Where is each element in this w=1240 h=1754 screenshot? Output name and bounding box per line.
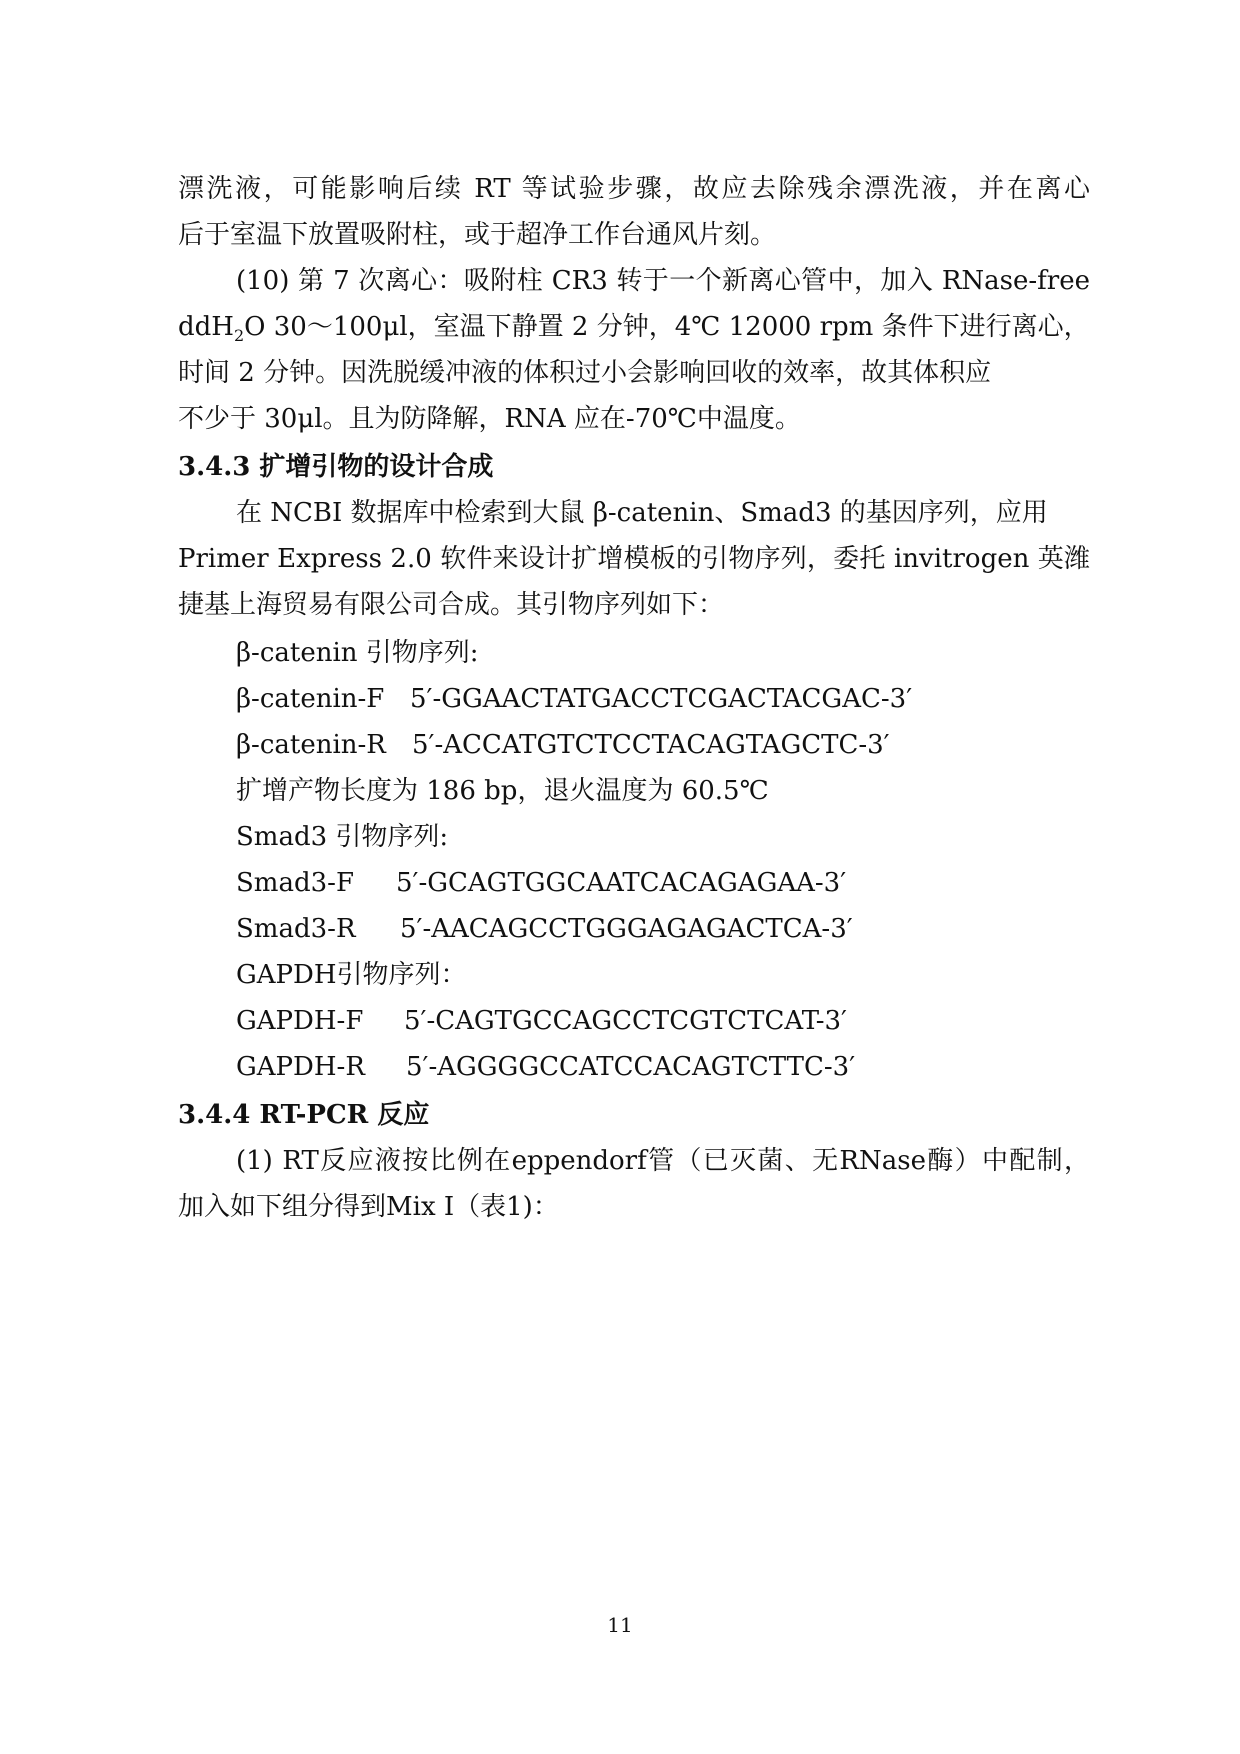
paragraph-line: 加入如下组分得到Mix I（表1)：: [178, 1192, 559, 1222]
primer-sequence-gapdh-f: 5′-CAGTGCCAGCCTCGTCTCAT-3′: [404, 1006, 847, 1036]
paragraph-line: 捷基上海贸易有限公司合成。其引物序列如下：: [178, 590, 725, 620]
primer-name-gapdh-r: GAPDH-R: [236, 1052, 365, 1082]
formula-ddh: ddH: [178, 312, 234, 342]
primer-sequence-beta-catenin-f: 5′-GGAACTATGACCTCGACTACGAC-3′: [410, 684, 913, 714]
section-heading-3-4-4: 3.4.4 RT-PCR 反应: [178, 1100, 430, 1130]
primer-sequence-beta-catenin-r: 5′-ACCATGTCTCCTACAGTAGCTC-3′: [412, 730, 890, 760]
paragraph-line: 后于室温下放置吸附柱，或于超净工作台通风片刻。: [178, 220, 777, 250]
paragraph-text: O 30～100μl，室温下静置 2 分钟，4℃ 12000 rpm 条件下进行离心，: [244, 312, 1090, 342]
section-heading-3-4-3: 3.4.3 扩增引物的设计合成: [178, 452, 494, 482]
primer-name-beta-catenin-f: β-catenin-F: [236, 684, 385, 714]
paragraph-line: 在 NCBI 数据库中检索到大鼠 β-catenin、Smad3 的基因序列，应用: [236, 498, 1048, 528]
paragraph-line: 不少于 30μl。且为防降解，RNA 应在-70℃中温度。: [178, 404, 801, 434]
paragraph-line: 时间 2 分钟。因洗脱缓冲液的体积过小会影响回收的效率，故其体积应: [178, 358, 992, 388]
page-number: 11: [607, 1613, 633, 1637]
formula-subscript: 2: [233, 326, 245, 346]
primer-name-gapdh-f: GAPDH-F: [236, 1006, 364, 1036]
primer-group-title-gapdh: GAPDH引物序列：: [236, 960, 467, 990]
paragraph-line: 漂洗液，可能影响后续 RT 等试验步骤，故应去除残余漂洗液，并在离心: [178, 174, 1090, 204]
primer-sequence-smad3-f: 5′-GCAGTGGCAATCACAGAGAA-3′: [396, 868, 847, 898]
primer-sequence-gapdh-r: 5′-AGGGGCCATCCACAGTCTTC-3′: [406, 1052, 856, 1082]
primer-name-smad3-f: Smad3-F: [236, 868, 354, 898]
primer-group-title-beta-catenin: β-catenin 引物序列:: [236, 638, 479, 668]
primer-group-title-smad3: Smad3 引物序列:: [236, 822, 449, 852]
paragraph-line: (1) RT反应液按比例在eppendorf管（已灭菌、无RNase酶）中配制，: [236, 1146, 1090, 1176]
primer-name-beta-catenin-r: β-catenin-R: [236, 730, 386, 760]
primer-name-smad3-r: Smad3-R: [236, 914, 356, 944]
paragraph-line: (10) 第 7 次离心：吸附柱 CR3 转于一个新离心管中，加入 RNase-free: [236, 266, 1090, 296]
primer-sequence-smad3-r: 5′-AACAGCCTGGGAGAGACTCA-3′: [400, 914, 853, 944]
amplicon-note: 扩增产物长度为 186 bp，退火温度为 60.5℃: [236, 776, 769, 806]
paragraph-line: Primer Express 2.0 软件来设计扩增模板的引物序列，委托 invitrogen 英潍: [178, 544, 1090, 574]
paragraph-line: [178, 310, 1090, 353]
